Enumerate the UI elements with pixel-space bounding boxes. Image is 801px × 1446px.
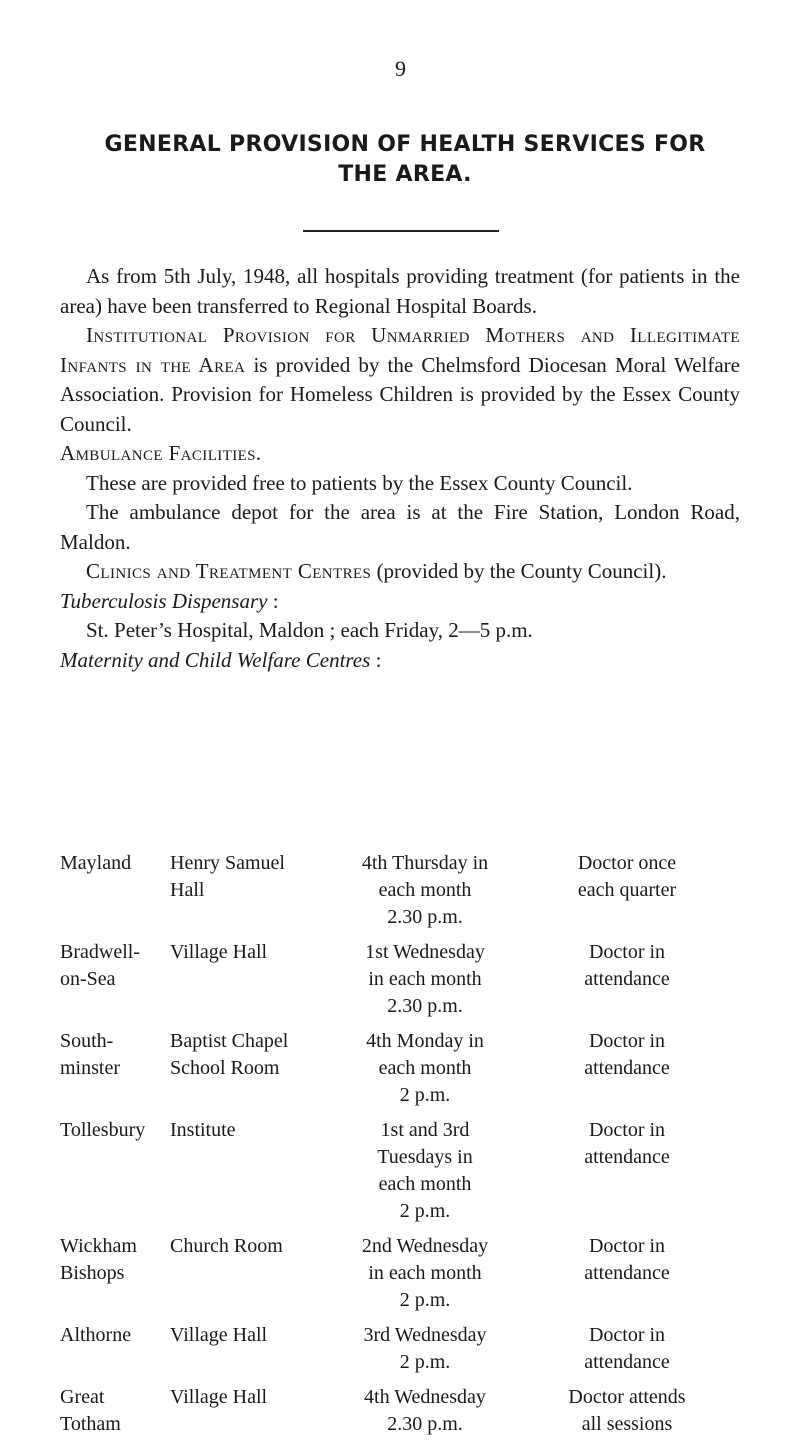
- cell-line: attendance: [584, 1057, 670, 1079]
- cell-line: Doctor in: [588, 1030, 666, 1052]
- cell-line: minster: [60, 1057, 120, 1079]
- cell-line: attendance: [584, 1262, 670, 1284]
- cell-doctor: [527, 939, 727, 1028]
- cell-place: [60, 1322, 170, 1384]
- cell-venue: [170, 1117, 323, 1233]
- cell-line: Doctor in: [588, 1324, 666, 1346]
- cell-line: 4th Monday in: [366, 1030, 484, 1052]
- cell-line: 2.30 p.m.: [387, 995, 463, 1017]
- cell-line: each month: [378, 1173, 472, 1195]
- cell-line: Village Hall: [170, 941, 268, 963]
- cell-line: on-Sea: [60, 968, 116, 990]
- cell-time: [323, 1233, 527, 1322]
- cell-line: 4th Thursday in: [361, 852, 489, 874]
- ambulance-text-1: These are provided free to patients by the Essex County Council.: [86, 470, 633, 495]
- table-row: [60, 939, 727, 1028]
- centres-table: [60, 850, 727, 1446]
- cell-venue: [170, 1233, 323, 1322]
- cell-line: Village Hall: [170, 1324, 268, 1346]
- cell-line: Doctor once: [577, 852, 677, 874]
- cell-line: attendance: [584, 1146, 670, 1168]
- ambulance-text-2: The ambulance depot for the area is at the Fire Station, London Road, Maldon.: [60, 500, 740, 554]
- cell-time: [323, 1028, 527, 1117]
- cell-place: [60, 1028, 170, 1117]
- cell-line: School Room: [170, 1057, 280, 1079]
- cell-line: 2.30 p.m.: [387, 906, 463, 928]
- body-text: [60, 262, 740, 675]
- cell-line: Mayland: [60, 852, 132, 874]
- cell-line: in each month: [368, 968, 482, 990]
- cell-venue: [170, 1322, 323, 1384]
- cell-time: [323, 1384, 527, 1446]
- cell-time: [323, 939, 527, 1028]
- cell-line: Doctor in: [588, 1235, 666, 1257]
- cell-line: 1st and 3rd: [380, 1119, 470, 1141]
- tb-heading: Tuberculosis Dispensary :: [60, 588, 279, 613]
- cell-line: Althorne: [60, 1324, 132, 1346]
- cell-line: Doctor in: [588, 941, 666, 963]
- cell-line: Totham: [60, 1413, 121, 1435]
- cell-doctor: [527, 1233, 727, 1322]
- cell-line: each month: [378, 1057, 472, 1079]
- cell-line: Bishops: [60, 1262, 125, 1284]
- cell-line: 2nd Wednesday: [361, 1235, 489, 1257]
- cell-line: Bradwell-: [60, 941, 140, 963]
- ambulance-heading: Ambulance Facilities.: [60, 441, 262, 465]
- cell-time: [323, 1322, 527, 1384]
- clinics-heading: Clinics and Treatment Centres: [86, 559, 372, 583]
- cell-doctor: [527, 850, 727, 939]
- cell-line: 2 p.m.: [399, 1351, 451, 1373]
- cell-line: in each month: [368, 1262, 482, 1284]
- table-row: [60, 1233, 727, 1322]
- tb-text: St. Peter’s Hospital, Maldon ; each Friday, 2—5 p.m.: [86, 618, 533, 642]
- table-row: [60, 1322, 727, 1384]
- page-title: [60, 130, 750, 190]
- cell-place: [60, 939, 170, 1028]
- cell-line: 2 p.m.: [399, 1289, 451, 1311]
- cell-doctor: [527, 1322, 727, 1384]
- cell-doctor: [527, 1028, 727, 1117]
- cell-line: Doctor attends: [568, 1386, 686, 1408]
- cell-doctor: [527, 1117, 727, 1233]
- cell-line: 2.30 p.m.: [387, 1413, 463, 1435]
- cell-place: [60, 1117, 170, 1233]
- cell-venue: [170, 850, 323, 939]
- cell-line: all sessions: [581, 1413, 673, 1435]
- cell-line: each quarter: [577, 879, 677, 901]
- cell-venue: [170, 1384, 323, 1446]
- table-row: [60, 1117, 727, 1233]
- cell-venue: [170, 1028, 323, 1117]
- cell-line: attendance: [584, 1351, 670, 1373]
- cell-line: 3rd Wednesday: [363, 1324, 487, 1346]
- cell-line: Church Room: [170, 1235, 283, 1257]
- intro-paragraph: As from 5th July, 1948, all hospitals providing treatment (for patients in the area) have been transferred to Regional Hospital Boards.: [60, 264, 740, 318]
- clinics-paragraph: [60, 557, 740, 587]
- cell-line: 2 p.m.: [399, 1084, 451, 1106]
- cell-line: Tollesbury: [60, 1119, 146, 1141]
- cell-line: each month: [378, 879, 472, 901]
- maternity-heading: Maternity and Child Welfare Centres :: [60, 647, 382, 672]
- cell-place: [60, 1233, 170, 1322]
- cell-line: Institute: [170, 1119, 236, 1141]
- table-row: [60, 850, 727, 939]
- cell-place: [60, 850, 170, 939]
- cell-line: Henry Samuel: [170, 852, 285, 874]
- cell-place: [60, 1384, 170, 1446]
- institutional-paragraph: [60, 321, 740, 439]
- cell-line: Tuesdays in: [377, 1146, 473, 1168]
- clinics-text: (provided by the County Council).: [376, 559, 667, 583]
- cell-line: Hall: [170, 879, 205, 901]
- cell-time: [323, 850, 527, 939]
- cell-line: 2 p.m.: [399, 1200, 451, 1222]
- cell-venue: [170, 939, 323, 1028]
- institutional-heading: Institutional Provision for Unmarried Mothers and Illegitimate Infants in the Area: [60, 323, 740, 377]
- cell-line: 1st Wednesday: [365, 941, 485, 963]
- cell-line: attendance: [584, 968, 670, 990]
- cell-line: 4th Wednesday: [364, 1386, 486, 1408]
- table-row: [60, 1384, 727, 1446]
- cell-line: South-: [60, 1030, 114, 1052]
- page-number: 9: [395, 56, 406, 81]
- cell-line: Great: [60, 1386, 105, 1408]
- title-divider: [303, 230, 499, 232]
- table-row: [60, 1028, 727, 1117]
- title-line-2: THE AREA.: [338, 162, 472, 187]
- cell-doctor: [527, 1384, 727, 1446]
- cell-time: [323, 1117, 527, 1233]
- cell-line: Village Hall: [170, 1386, 268, 1408]
- institutional-text: is provided by the Chelmsford Diocesan Moral Welfare Association. Provision for Homeless Children is provided by the Essex County Council.: [60, 352, 740, 436]
- cell-line: Wickham: [60, 1235, 137, 1257]
- cell-line: Baptist Chapel: [170, 1030, 289, 1052]
- title-line-1: GENERAL PROVISION OF HEALTH SERVICES FOR: [104, 132, 706, 157]
- cell-line: Doctor in: [588, 1119, 666, 1141]
